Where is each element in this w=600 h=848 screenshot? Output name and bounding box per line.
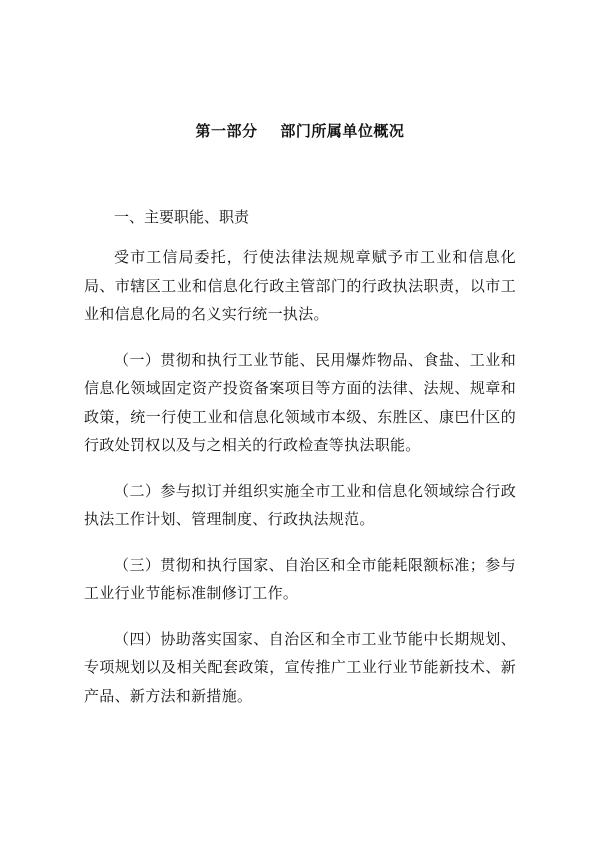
section-heading: 一、主要职能、职责 [114,208,250,226]
document-body [84,202,516,727]
page-title: 第一部分 部门所属单位概况 [195,122,405,140]
paragraph-item-3: （三）贯彻和执行国家、自治区和全市能耗限额标准；参与工业行业节能标准制修订工作。 [84,555,516,602]
paragraph-intro: 受市工信局委托，行使法律法规规章赋予市工业和信息化局、市辖区工业和信息化行政主管部门的行政执法职责，以市工业和信息化局的名义实行统一执法。 [84,248,516,323]
paragraph-item-4: （四）协助落实国家、自治区和全市工业节能中长期规划、专项规划以及相关配套政策，宣传推广工业行业节能新技术、新产品、新方法和新措施。 [84,629,516,705]
paragraph-item-1: （一）贯彻和执行工业节能、民用爆炸物品、食盐、工业和信息化领域固定资产投资备案项目等方面的法律、法规、规章和政策，统一行使工业和信息化领域市本级、东胜区、康巴什区的行政处罚权以及与之相关的行政检查等执法职能。 [84,350,516,454]
paragraph-item-2: （二）参与拟订并组织实施全市工业和信息化领域综合行政执法工作计划、管理制度、行政执法规范。 [84,481,516,528]
